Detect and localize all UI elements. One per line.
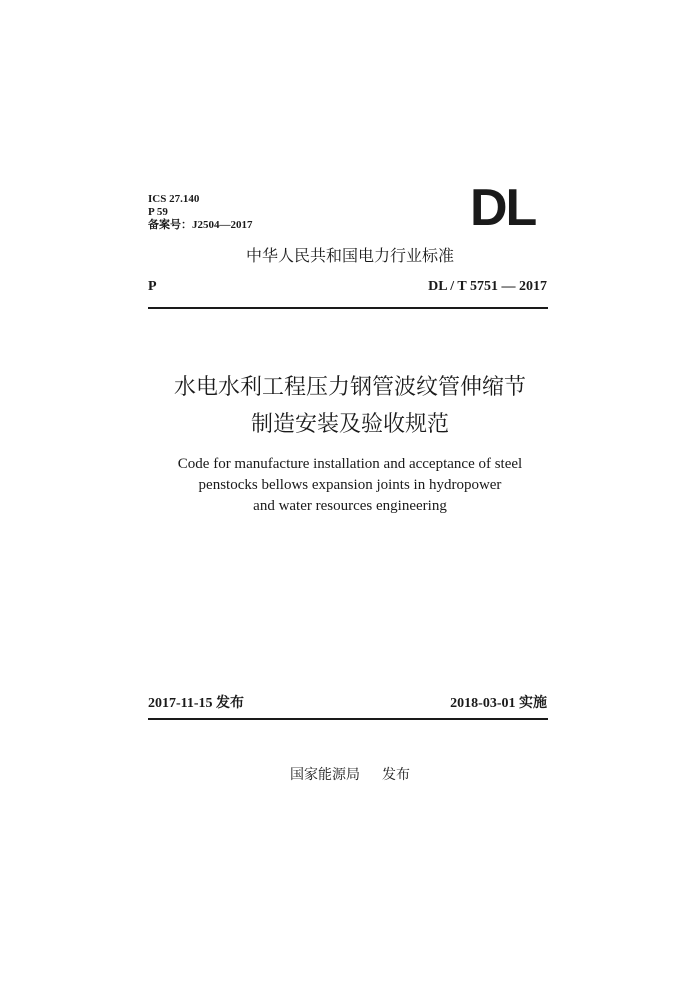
- standard-type-title: 中华人民共和国电力行业标准: [245, 246, 454, 265]
- dl-logo: DL: [470, 179, 536, 237]
- title-en-line2: penstocks bellows expansion joints in hydropower: [198, 477, 502, 493]
- title-zh-line1: 水电水利工程压力钢管波纹管伸缩节: [173, 375, 526, 400]
- top-divider: [148, 307, 548, 309]
- publisher-line: [0, 766, 700, 784]
- bottom-divider: [148, 718, 548, 720]
- publisher-org: 国家能源局: [290, 767, 360, 783]
- title-en-line3: and water resources engineering: [253, 498, 447, 514]
- title-en-line1: Code for manufacture installation and acceptance of steel: [177, 456, 523, 472]
- title-zh-line2: 制造安装及验收规范: [250, 412, 449, 437]
- publisher-action: 发布: [382, 767, 410, 783]
- issue-date: 2017-11-15 发布: [148, 696, 245, 711]
- classification-number: P 59: [148, 206, 168, 218]
- ics-code: ICS 27.140: [148, 193, 200, 205]
- classification-code: P: [148, 279, 157, 294]
- implementation-date: 2018-03-01 实施: [450, 696, 547, 711]
- standard-number: DL / T 5751 — 2017: [428, 279, 547, 294]
- record-number: 备案号：J2504—2017: [148, 219, 253, 231]
